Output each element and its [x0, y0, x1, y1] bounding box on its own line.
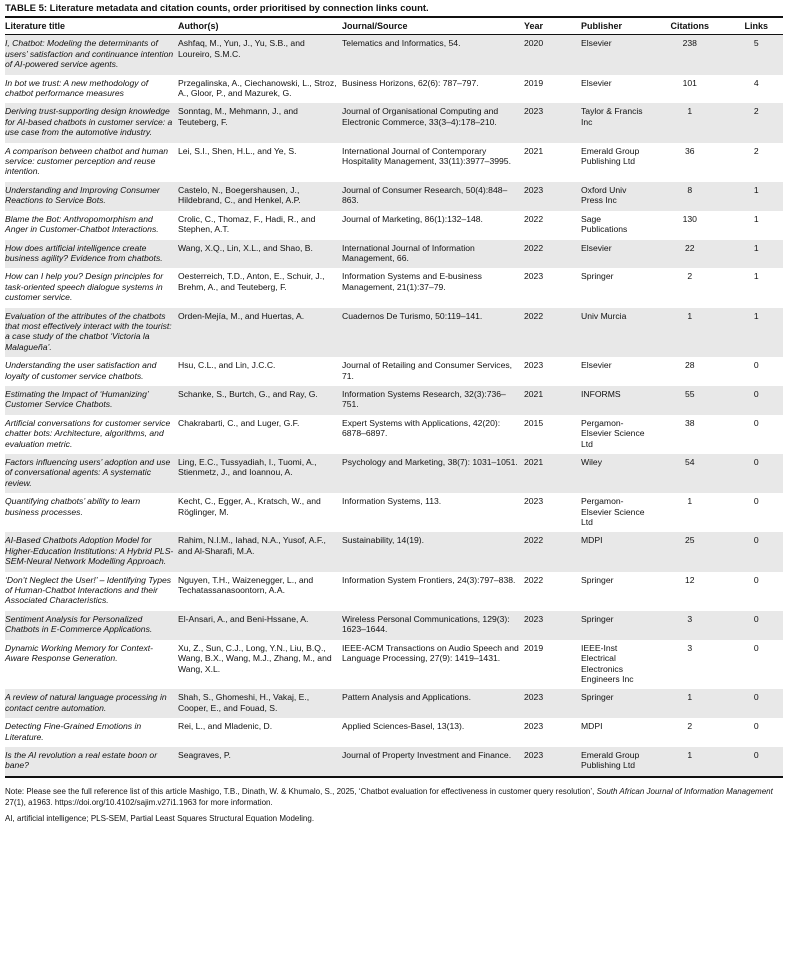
cell-publisher: Emerald Group Publishing Ltd	[581, 749, 640, 771]
cell-citations: 38	[685, 417, 695, 428]
cell-authors: Przegalinska, A., Ciechanowski, L., Stroz, A., Gloor, P., and Mazurek, G.	[178, 77, 337, 99]
cell-citations: 130	[682, 213, 697, 224]
cell-links: 0	[753, 574, 759, 585]
cell-publisher: Springer	[581, 271, 614, 282]
cell-journal: IEEE-ACM Transactions on Audio Speech and Language Processing, 27(9): 1419–1431.	[342, 642, 519, 664]
cell-publisher: Taylor & Francis Inc	[581, 106, 643, 127]
cell-authors: Sonntag, M., Mehmann, J., and Teuteberg, F.	[178, 106, 298, 127]
cell-authors: Shah, S., Ghomeshi, H., Vakaj, E., Cooper, E., and Fouad, S.	[178, 692, 310, 713]
cell-links: 1	[753, 271, 759, 282]
cell-citations: 3	[687, 613, 693, 624]
header-row	[5, 18, 783, 35]
cell-authors: Kecht, C., Egger, A., Kratsch, W., and Röglinger, M.	[178, 496, 321, 517]
cell-year: 2023	[524, 692, 544, 703]
cell-title: Detecting Fine-Grained Emotions in Literature.	[5, 721, 142, 742]
cell-publisher: IEEE-Inst Electrical Electronics Engineers Inc	[581, 642, 634, 684]
cell-publisher: Springer	[581, 574, 614, 585]
cell-publisher: Oxford Univ Press Inc	[581, 184, 627, 206]
cell-journal: Business Horizons, 62(6): 787–797.	[342, 77, 479, 88]
cell-links: 2	[753, 106, 759, 117]
cell-links: 1	[753, 213, 759, 224]
cell-authors: Chakrabarti, C., and Luger, G.F.	[178, 417, 300, 428]
cell-title: Quantifying chatbots’ ability to learn business processes.	[5, 496, 141, 517]
table-row	[5, 240, 783, 269]
table-row	[5, 718, 783, 747]
cell-links: 0	[753, 721, 759, 732]
cell-journal: Psychology and Marketing, 38(7): 1031–1051.	[342, 457, 518, 467]
cell-year: 2021	[524, 388, 544, 399]
cell-links: 0	[753, 360, 759, 371]
cell-year: 2019	[524, 77, 544, 88]
cell-authors: Wang, X.Q., Lin, X.L., and Shao, B.	[178, 242, 313, 253]
table-row	[5, 532, 783, 571]
cell-publisher: Elsevier	[581, 77, 612, 88]
table-row	[5, 143, 783, 182]
header-title: Literature title	[5, 18, 178, 35]
cell-journal: International Journal of Contemporary Hospitality Management, 33(11):3977–3995.	[342, 145, 511, 167]
cell-journal: International Journal of Information Management, 66.	[342, 242, 475, 263]
cell-title: How can I help you? Design principles for task-oriented speech dialogue systems in customer service.	[5, 271, 164, 303]
cell-citations: 3	[687, 642, 693, 653]
cell-authors: Orden-Mejía, M., and Huertas, A.	[178, 310, 305, 321]
cell-links: 0	[753, 535, 759, 546]
cell-year: 2021	[524, 145, 544, 156]
cell-year: 2022	[524, 242, 544, 253]
table-caption: TABLE 5: Literature metadata and citation counts, order prioritised by connection links count.	[5, 3, 783, 18]
cell-citations: 2	[687, 271, 693, 282]
table-row	[5, 640, 783, 690]
cell-publisher: Pergamon-Elsevier Science Ltd	[581, 496, 645, 528]
cell-links: 0	[753, 642, 759, 653]
cell-journal: Information Systems and E-business Management, 21(1):37–79.	[342, 271, 482, 292]
cell-year: 2022	[524, 574, 544, 585]
cell-links: 0	[753, 496, 759, 507]
cell-publisher: MDPI	[581, 721, 603, 732]
cell-links: 0	[753, 749, 759, 760]
table-row	[5, 182, 783, 211]
cell-citations: 238	[682, 38, 697, 49]
cell-publisher: Emerald Group Publishing Ltd	[581, 145, 640, 167]
cell-links: 4	[753, 77, 759, 88]
cell-publisher: Springer	[581, 692, 614, 703]
cell-journal: Information System Frontiers, 24(3):797–838.	[342, 574, 516, 585]
cell-year: 2022	[524, 213, 544, 224]
cell-title: Estimating the Impact of ‘Humanizing’ Customer Service Chatbots.	[5, 388, 149, 410]
cell-year: 2015	[524, 417, 544, 428]
note-journal: South African Journal of Information Management	[596, 786, 773, 796]
cell-citations: 1	[687, 310, 693, 321]
cell-journal: Cuadernos De Turismo, 50:119–141.	[342, 310, 483, 321]
table-row	[5, 747, 783, 777]
cell-authors: Schanke, S., Burtch, G., and Ray, G.	[178, 388, 318, 399]
cell-links: 0	[753, 388, 759, 399]
cell-authors: Rei, L., and Mladenic, D.	[178, 721, 273, 732]
cell-title: Artificial conversations for customer service chatter bots: Architecture, algorithms, and evaluation metric.	[5, 417, 171, 449]
cell-journal: Journal of Marketing, 86(1):132–148.	[342, 213, 483, 224]
cell-authors: Rahim, N.I.M., Iahad, N.A., Yusof, A.F., and Al-Sharafi, M.A.	[178, 535, 326, 556]
cell-citations: 12	[685, 574, 695, 585]
literature-table	[5, 18, 783, 778]
cell-year: 2023	[524, 749, 544, 760]
cell-journal: Telematics and Informatics, 54.	[342, 38, 461, 49]
note-suffix: 27(1), a1963. https://doi.org/10.4102/sajim.v27i1.1963 for more information.	[5, 797, 273, 807]
cell-title: I, Chatbot: Modeling the determinants of users’ satisfaction and continuance intention of AI-powered service agents.	[5, 38, 174, 70]
cell-journal: Information Systems, 113.	[342, 496, 442, 507]
cell-authors: Hsu, C.L., and Lin, J.C.C.	[178, 360, 276, 371]
header-links: Links	[732, 18, 783, 35]
table-row	[5, 493, 783, 532]
cell-links: 1	[753, 242, 759, 253]
cell-journal: Journal of Property Investment and Finance.	[342, 749, 512, 760]
table-row	[5, 357, 783, 386]
cell-citations: 54	[685, 457, 695, 467]
table-row	[5, 572, 783, 611]
cell-journal: Journal of Consumer Research, 50(4):848–863.	[342, 184, 508, 206]
cell-authors: Ashfaq, M., Yun, J., Yu, S.B., and Loureiro, S.M.C.	[178, 38, 305, 59]
header-publisher: Publisher	[581, 18, 650, 35]
cell-year: 2022	[524, 535, 544, 546]
cell-links: 0	[753, 613, 759, 624]
cell-publisher: Elsevier	[581, 360, 612, 371]
cell-citations: 1	[687, 749, 693, 760]
cell-links: 0	[753, 457, 759, 467]
table-row	[5, 103, 783, 142]
cell-year: 2023	[524, 613, 544, 624]
cell-citations: 8	[687, 184, 693, 195]
cell-publisher: Wiley	[581, 457, 603, 467]
table-row	[5, 308, 783, 358]
header-citations: Citations	[650, 18, 732, 35]
cell-links: 5	[753, 38, 759, 49]
cell-journal: Journal of Organisational Computing and Electronic Commerce, 33(3–4):178–210.	[342, 106, 499, 127]
cell-year: 2023	[524, 496, 544, 507]
cell-publisher: Univ Murcia	[581, 310, 627, 321]
cell-title: Sentiment Analysis for Personalized Chatbots in E-Commerce Applications.	[5, 613, 153, 635]
cell-year: 2023	[524, 106, 544, 117]
header-year: Year	[524, 18, 581, 35]
cell-publisher: Pergamon-Elsevier Science Ltd	[581, 417, 645, 449]
cell-title: Deriving trust-supporting design knowledge for AI-based chatbots in customer service: a use case from the automotive industry.	[5, 106, 173, 138]
cell-year: 2022	[524, 310, 544, 321]
cell-journal: Sustainability, 14(19).	[342, 535, 425, 546]
note-text: Note: Please see the full reference list of this article Mashigo, T.B., Dinath, W. & Khumalo, S., 2025, ‘Chatbot evaluation for effectiveness in customer query resolution’,	[5, 786, 597, 796]
table-row	[5, 415, 783, 454]
cell-authors: Castelo, N., Boegershausen, J., Hildebrand, C., and Henkel, A.P.	[178, 184, 301, 206]
cell-links: 0	[753, 692, 759, 703]
cell-journal: Pattern Analysis and Applications.	[342, 692, 471, 703]
table-row	[5, 386, 783, 415]
table-row	[5, 454, 783, 493]
cell-citations: 1	[687, 106, 693, 117]
cell-journal: Information Systems Research, 32(3):736–751.	[342, 388, 506, 410]
cell-title: Understanding and Improving Consumer Reactions to Service Bots.	[5, 184, 160, 206]
cell-year: 2023	[524, 271, 544, 282]
cell-title: AI-Based Chatbots Adoption Model for Higher-Education Institutions: A Hybrid PLS-SEM-Neural Network Modelling Approach.	[5, 535, 174, 567]
cell-citations: 2	[687, 721, 693, 732]
cell-authors: El-Ansari, A., and Beni-Hssane, A.	[178, 613, 309, 624]
cell-authors: Oesterreich, T.D., Anton, E., Schuir, J., Brehm, A., and Teuteberg, F.	[178, 271, 325, 292]
cell-journal: Journal of Retailing and Consumer Services, 71.	[342, 360, 513, 381]
cell-links: 1	[753, 184, 759, 195]
cell-authors: Lei, S.I., Shen, H.L., and Ye, S.	[178, 145, 297, 156]
cell-publisher: MDPI	[581, 535, 603, 546]
table-row	[5, 689, 783, 718]
cell-journal: Expert Systems with Applications, 42(20): 6878–6897.	[342, 417, 501, 439]
cell-authors: Ling, E.C., Tussyadiah, I., Tuomi, A., Stienmetz, J., and Ioannou, A.	[178, 457, 317, 478]
table-row	[5, 211, 783, 240]
cell-links: 1	[753, 310, 759, 321]
cell-publisher: Elsevier	[581, 38, 612, 49]
cell-journal: Wireless Personal Communications, 129(3): 1623–1644.	[342, 613, 510, 635]
cell-title: Is the AI revolution a real estate boon or bane?	[5, 749, 158, 771]
cell-authors: Seagraves, P.	[178, 749, 231, 760]
table-row	[5, 35, 783, 75]
cell-title: How does artificial intelligence create business agility? Evidence from chatbots.	[5, 242, 163, 263]
table-row	[5, 75, 783, 104]
table-row	[5, 611, 783, 640]
cell-citations: 25	[685, 535, 695, 546]
cell-year: 2023	[524, 360, 544, 371]
cell-title: Dynamic Working Memory for Context-Aware Response Generation.	[5, 642, 154, 664]
abbreviations: AI, artificial intelligence; PLS-SEM, Partial Least Squares Structural Equation Modeling.	[5, 813, 315, 823]
cell-year: 2019	[524, 642, 544, 653]
cell-citations: 101	[682, 77, 697, 88]
cell-citations: 1	[687, 496, 693, 507]
cell-journal: Applied Sciences-Basel, 13(13).	[342, 721, 465, 732]
cell-citations: 55	[685, 388, 695, 399]
cell-title: ‘Don’t Neglect the User!’ – Identifying Types of Human-Chatbot Interactions and their Associated Characteristics.	[5, 574, 172, 606]
cell-title: A comparison between chatbot and human service: customer perception and reuse intention.	[5, 145, 169, 177]
cell-links: 0	[753, 417, 759, 428]
header-authors: Author(s)	[178, 18, 342, 35]
cell-publisher: Sage Publications	[581, 213, 628, 235]
cell-year: 2020	[524, 38, 544, 49]
cell-year: 2023	[524, 184, 544, 195]
table-row	[5, 268, 783, 307]
cell-title: A review of natural language processing in contact centre automation.	[5, 692, 167, 713]
cell-citations: 22	[685, 242, 695, 253]
cell-citations: 1	[687, 692, 693, 703]
cell-authors: Xu, Z., Sun, C.J., Long, Y.N., Liu, B.Q., Wang, B.X., Wang, M.J., Zhang, M., and Wang, X.L.	[178, 642, 332, 674]
cell-citations: 28	[685, 360, 695, 371]
cell-title: Blame the Bot: Anthropomorphism and Anger in Customer-Chatbot Interactions.	[5, 213, 159, 235]
table-note	[5, 786, 783, 808]
cell-year: 2023	[524, 721, 544, 732]
cell-publisher: Elsevier	[581, 242, 612, 253]
cell-title: In bot we trust: A new methodology of chatbot performance measures	[5, 77, 149, 99]
cell-links: 2	[753, 145, 759, 156]
cell-authors: Crolic, C., Thomaz, F., Hadi, R., and Stephen, A.T.	[178, 213, 316, 235]
cell-title: Factors influencing users’ adoption and use of conversational agents: A systematic review.	[5, 457, 171, 488]
cell-year: 2021	[524, 457, 544, 467]
cell-title: Evaluation of the attributes of the chatbots that most effectively interact with the tourist: a case study of the chatbot ‘Victoria la Malagueña’.	[5, 310, 172, 352]
cell-publisher: Springer	[581, 613, 614, 624]
cell-title: Understanding the user satisfaction and loyalty of customer service chatbots.	[5, 360, 157, 381]
cell-publisher: INFORMS	[581, 388, 621, 399]
header-journal: Journal/Source	[342, 18, 524, 35]
cell-citations: 36	[685, 145, 695, 156]
cell-authors: Nguyen, T.H., Waizenegger, L., and Techatassanasoontorn, A.A.	[178, 574, 314, 596]
